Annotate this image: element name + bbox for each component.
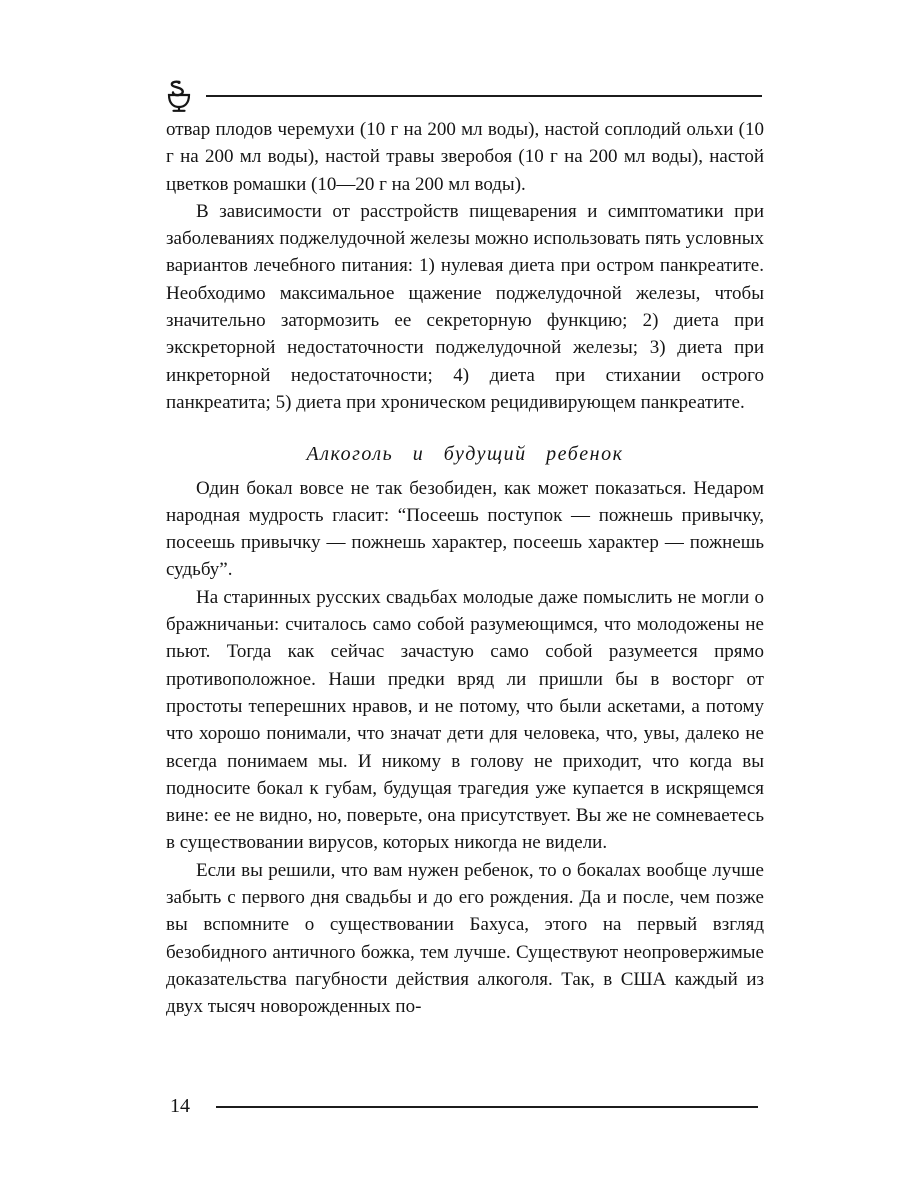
paragraph: Один бокал вовсе не так безобиден, как может показаться. Недаром народная мудрость гласит: “Посеешь поступок — пожнешь привычку, посеешь привычку — пожнешь характер, посеешь характер — пожнешь судьбу”. bbox=[166, 477, 764, 581]
hygieia-bowl-icon bbox=[166, 80, 192, 112]
page-body bbox=[166, 116, 764, 1021]
paragraph: Если вы решили, что вам нужен ребенок, то о бокалах вообще лучше забыть с первого дня свадьбы и до его рождения. Да и после, чем позже вы вспомните о существовании Бахуса, этого на первый взгляд безобидного античного божка, тем лучше. Существуют неопровержимые доказательства пагубности действия алкоголя. Так, в США каждый из двух тысяч новорожденных по- bbox=[166, 859, 764, 1018]
header-rule bbox=[206, 95, 762, 97]
paragraph: На старинных русских свадьбах молодые даже помыслить не могли о бражничаньи: считалось само собой разумеющимся, что молодожены не пьют. Тогда как сейчас зачастую само собой разумеется прямо противоположное. Наши предки вряд ли пришли бы в восторг от простоты теперешних нравов, и не потому, что были аскетами, а потому что хорошо понимали, что значат дети для человека, что, увы, далеко не всегда понимаем мы. И никому в голову не приходит, что когда вы подносите бокал к губам, будущая трагедия уже купается в искрящемся вине: ее не видно, но, поверьте, она присутствует. Вы же не сомневаетесь в существовании вирусов, которых никогда не видели. bbox=[166, 586, 764, 854]
paragraph: отвар плодов черемухи (10 г на 200 мл воды), настой соплодий ольхи (10 г на 200 мл воды), настой травы зверобоя (10 г на 200 мл воды), настой цветков ромашки (10—20 г на 200 мл воды). bbox=[166, 119, 764, 195]
page-footer bbox=[170, 1094, 758, 1118]
footer-rule bbox=[216, 1106, 758, 1108]
section-heading: Алкоголь и будущий ребенок bbox=[306, 443, 624, 466]
paragraph: В зависимости от расстройств пищеварения и симптоматики при заболеваниях поджелудочной железы можно использовать пять условных вариантов лечебного питания: 1) нулевая диета при остром панкреатите. Необходимо максимальное щажение поджелудочной железы, чтобы значительно затормозить ее секреторную функцию; 2) диета при экскреторной недостаточности поджелудочной железы; 3) диета при инкреторной недостаточности; 4) диета при стихании острого панкреатита; 5) диета при хроническом рецидивирующем панкреатите. bbox=[166, 200, 764, 413]
page-number: 14 bbox=[170, 1095, 190, 1117]
page-header bbox=[166, 80, 762, 112]
